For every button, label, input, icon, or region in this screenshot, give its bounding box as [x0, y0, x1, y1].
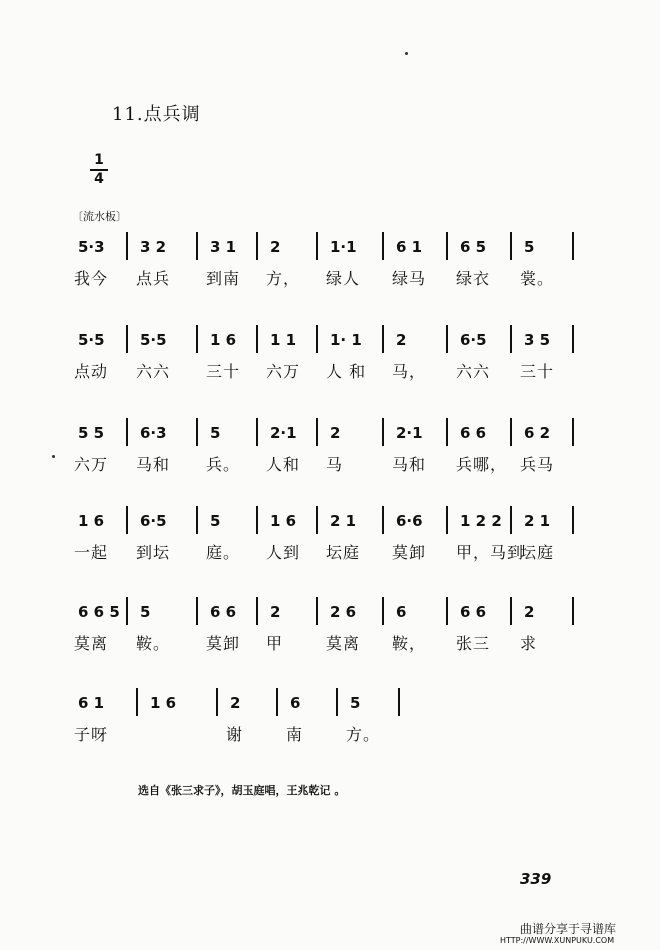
barline [398, 688, 400, 716]
barline [510, 418, 512, 446]
lyric: 莫卸 [392, 543, 427, 562]
barline [510, 232, 512, 260]
lyric: 坛庭 [520, 543, 555, 562]
lyric: 鞍， [392, 634, 427, 653]
source-credit: 选自《张三求子》，胡玉庭唱，王兆乾记 。 [138, 784, 346, 797]
barline [316, 418, 318, 446]
lyric: 兵马 [520, 455, 555, 474]
note-group: 5 [210, 512, 221, 530]
barline [572, 325, 574, 353]
lyric: 马和 [136, 455, 171, 474]
note-group: 6·5 [460, 331, 487, 349]
barline [126, 325, 128, 353]
note-group: 2 1 [330, 512, 357, 530]
barline [572, 506, 574, 534]
lyric: 谢 [226, 725, 244, 744]
note-group: 6 6 [210, 603, 237, 621]
lyric: 鞍。 [136, 634, 171, 653]
note-group: 1 1 [270, 331, 297, 349]
barline [572, 232, 574, 260]
note-group: 6 6 [460, 424, 487, 442]
note-group: 2 1 [524, 512, 551, 530]
note-group: 1· 1 [330, 331, 362, 349]
lyric: 兵哪， [456, 455, 508, 474]
lyric: 绿马 [392, 269, 427, 288]
note-group: 2 [330, 424, 341, 442]
barline [336, 688, 338, 716]
note-group: 6·3 [140, 424, 167, 442]
lyric: 三十 [206, 362, 241, 381]
lyric: 三十 [520, 362, 555, 381]
time-signature-denominator: 4 [94, 171, 104, 187]
note-group: 2 [524, 603, 535, 621]
lyric: 南 [286, 725, 304, 744]
song-title: 11.点兵调 [112, 104, 201, 125]
note-group: 6 5 [460, 238, 487, 256]
tempo-marking: 〔流水板〕 [72, 210, 127, 223]
barline [196, 597, 198, 625]
barline [196, 232, 198, 260]
note-group: 6·5 [140, 512, 167, 530]
note-group: 2·1 [396, 424, 423, 442]
lyric: 莫离 [74, 634, 109, 653]
lyric: 方， [266, 269, 301, 288]
lyric: 庭。 [206, 543, 241, 562]
note-group: 3 5 [524, 331, 551, 349]
barline [316, 232, 318, 260]
barline [256, 418, 258, 446]
note-group: 1 6 [270, 512, 297, 530]
barline [446, 597, 448, 625]
note-group: 6 [396, 603, 407, 621]
note-group: 2·1 [270, 424, 297, 442]
lyric: 到坛 [136, 543, 171, 562]
barline [446, 506, 448, 534]
barline [126, 597, 128, 625]
barline [510, 506, 512, 534]
barline [216, 688, 218, 716]
note-group: 6 6 5 [78, 603, 120, 621]
lyric: 一起 [74, 543, 109, 562]
score-line [72, 597, 582, 657]
note-group: 6 6 [460, 603, 487, 621]
lyric: 甲 [266, 634, 284, 653]
note-group: 5 5 [78, 424, 105, 442]
note-group: 5 [524, 238, 535, 256]
lyric: 马和 [392, 455, 427, 474]
note-group: 2 6 [330, 603, 357, 621]
lyric: 人 和 [326, 362, 367, 381]
speck [52, 455, 55, 458]
note-group: 6 2 [524, 424, 551, 442]
lyric: 兵。 [206, 455, 241, 474]
score-line [72, 232, 582, 292]
barline [510, 325, 512, 353]
lyric: 子呀 [74, 725, 109, 744]
lyric: 六六 [456, 362, 491, 381]
barline [446, 232, 448, 260]
score-line [72, 506, 582, 566]
lyric: 我今 [74, 269, 109, 288]
time-signature [90, 153, 108, 187]
score-line [72, 325, 582, 385]
barline [572, 597, 574, 625]
note-group: 5 [350, 694, 361, 712]
note-group: 2 [270, 603, 281, 621]
note-group: 5 [140, 603, 151, 621]
lyric: 马 [326, 455, 344, 474]
note-group: 6 1 [78, 694, 105, 712]
note-group: 5·5 [78, 331, 105, 349]
lyric: 人到 [266, 543, 301, 562]
barline [382, 325, 384, 353]
note-group: 1 2 2 [460, 512, 502, 530]
watermark-text: 曲谱分享于寻谱库 [520, 922, 617, 936]
score-line [72, 688, 582, 748]
watermark-url: HTTP://WWW.XUNPUKU.COM [500, 936, 615, 945]
time-signature-numerator: 1 [94, 152, 104, 168]
lyric: 六万 [74, 455, 109, 474]
speck [405, 52, 408, 55]
lyric: 张三 [456, 634, 491, 653]
note-group: 2 [270, 238, 281, 256]
lyric: 马， [392, 362, 427, 381]
lyric: 到南 [206, 269, 241, 288]
barline [256, 232, 258, 260]
note-group: 6·6 [396, 512, 423, 530]
note-group: 5 [210, 424, 221, 442]
note-group: 1 6 [210, 331, 237, 349]
note-group: 6 1 [396, 238, 423, 256]
lyric: 六万 [266, 362, 301, 381]
barline [126, 232, 128, 260]
barline [382, 506, 384, 534]
barline [446, 325, 448, 353]
lyric: 六六 [136, 362, 171, 381]
note-group: 1 6 [150, 694, 177, 712]
barline [510, 597, 512, 625]
note-group: 6 [290, 694, 301, 712]
note-group: 2 [230, 694, 241, 712]
page-number: 339 [520, 870, 552, 888]
barline [126, 506, 128, 534]
barline [382, 418, 384, 446]
lyric: 坛庭 [326, 543, 361, 562]
note-group: 3 2 [140, 238, 167, 256]
lyric: 裳。 [520, 269, 555, 288]
lyric: 绿人 [326, 269, 361, 288]
lyric: 点兵 [136, 269, 171, 288]
barline [446, 418, 448, 446]
barline [572, 418, 574, 446]
score-line [72, 418, 582, 478]
barline [382, 597, 384, 625]
barline [316, 325, 318, 353]
barline [196, 506, 198, 534]
note-group: 5·5 [140, 331, 167, 349]
barline [316, 597, 318, 625]
lyric: 绿衣 [456, 269, 491, 288]
lyric: 甲，马到 [456, 543, 525, 562]
lyric: 莫离 [326, 634, 361, 653]
note-group: 1·1 [330, 238, 357, 256]
barline [276, 688, 278, 716]
note-group: 1 6 [78, 512, 105, 530]
lyric: 求 [520, 634, 538, 653]
barline [256, 506, 258, 534]
lyric: 方。 [346, 725, 381, 744]
lyric: 莫卸 [206, 634, 241, 653]
note-group: 3 1 [210, 238, 237, 256]
lyric: 人和 [266, 455, 301, 474]
barline [196, 325, 198, 353]
barline [382, 232, 384, 260]
lyric: 点动 [74, 362, 109, 381]
barline [316, 506, 318, 534]
barline [136, 688, 138, 716]
barline [256, 325, 258, 353]
barline [196, 418, 198, 446]
note-group: 5·3 [78, 238, 105, 256]
note-group: 2 [396, 331, 407, 349]
barline [126, 418, 128, 446]
barline [256, 597, 258, 625]
